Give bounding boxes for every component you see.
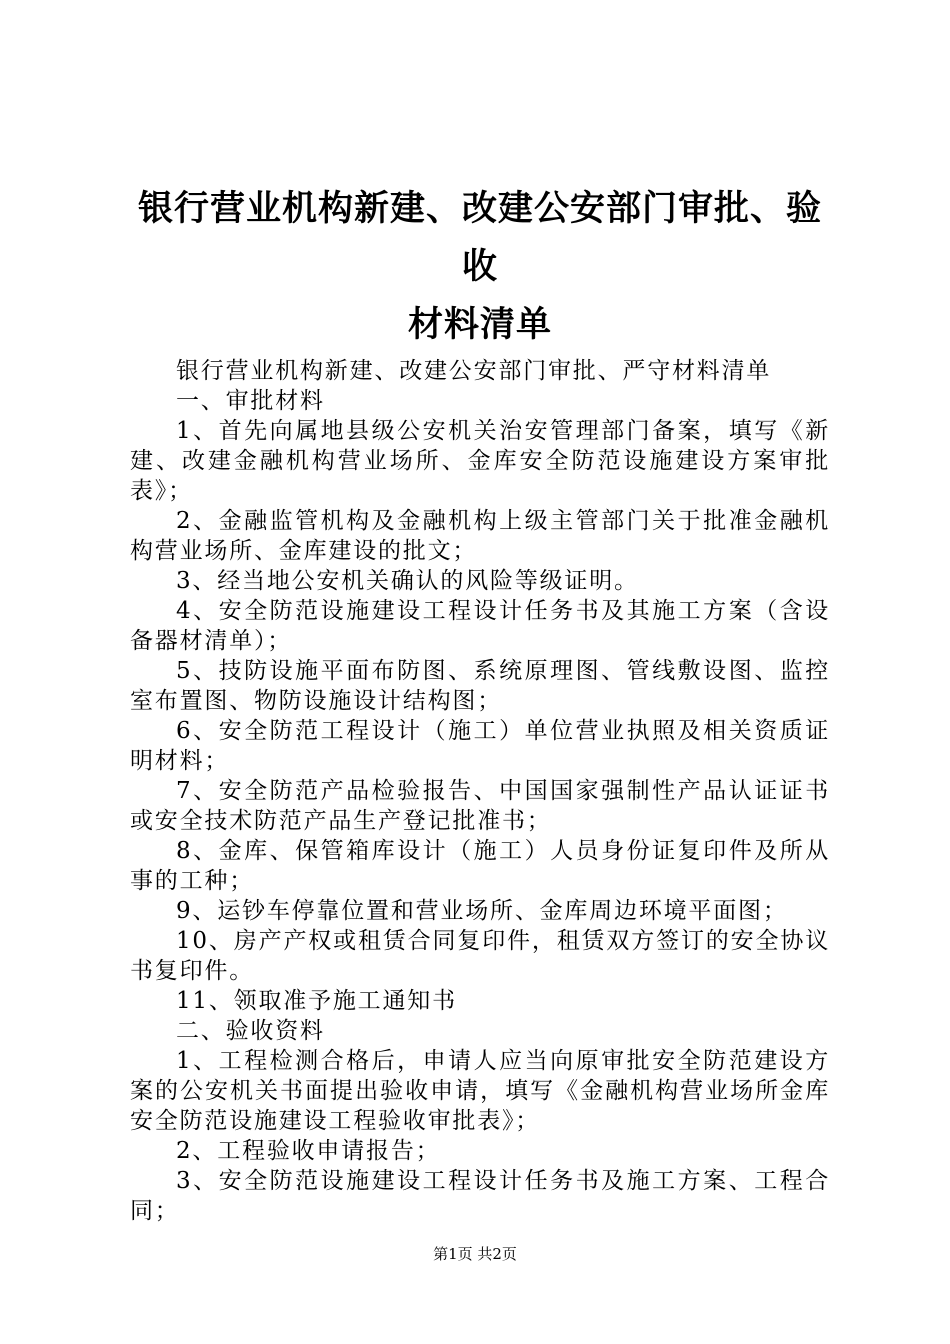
paragraph: 1、工程检测合格后，申请人应当向原审批安全防范建设方案的公安机关书面提出验收申请，填写《金融机构营业场所金库安全防范设施建设工程验收审批表》； — [130, 1048, 830, 1134]
page-footer — [0, 1244, 950, 1264]
paragraph: 3、经当地公安机关确认的风险等级证明。 — [176, 568, 639, 594]
paragraph: 2、金融监管机构及金融机构上级主管部门关于批准金融机构营业场所、金库建设的批文； — [130, 508, 830, 564]
section-heading: 一、审批材料 — [176, 388, 325, 414]
paragraph: 9、运钞车停靠位置和营业场所、金库周边环境平面图； — [176, 898, 788, 924]
paragraph: 2、工程验收申请报告； — [176, 1138, 441, 1164]
page-number: 第1页 共2页 — [433, 1245, 517, 1263]
paragraph: 8、金库、保管箱库设计（施工）人员身份证复印件及所从事的工种； — [130, 838, 830, 894]
paragraph: 4、安全防范设施建设工程设计任务书及其施工方案（含设备器材清单）； — [130, 598, 830, 654]
paragraph: 6、安全防范工程设计（施工）单位营业执照及相关资质证明材料； — [130, 718, 830, 774]
paragraph: 10、房产产权或租赁合同复印件，租赁双方签订的安全协议书复印件。 — [130, 928, 830, 984]
paragraph: 银行营业机构新建、改建公安部门审批、严守材料清单 — [176, 358, 772, 384]
title-line-1: 银行营业机构新建、改建公安部门审批、验收 — [137, 189, 822, 287]
paragraph: 7、安全防范产品检验报告、中国国家强制性产品认证证书或安全技术防范产品生产登记批准书； — [130, 778, 830, 834]
paragraph: 3、安全防范设施建设工程设计任务书及施工方案、工程合同； — [130, 1168, 830, 1224]
document-body — [130, 356, 830, 1226]
title-line-2: 材料清单 — [407, 305, 552, 345]
document-title — [130, 180, 830, 354]
paragraph: 11、领取准予施工通知书 — [176, 988, 457, 1014]
document-page — [130, 180, 830, 1226]
paragraph: 1、首先向属地县级公安机关治安管理部门备案，填写《新建、改建金融机构营业场所、金库安全防范设施建设方案审批表》； — [130, 418, 830, 504]
paragraph: 5、技防设施平面布防图、系统原理图、管线敷设图、监控室布置图、物防设施设计结构图； — [130, 658, 830, 714]
section-heading: 二、验收资料 — [176, 1018, 325, 1044]
